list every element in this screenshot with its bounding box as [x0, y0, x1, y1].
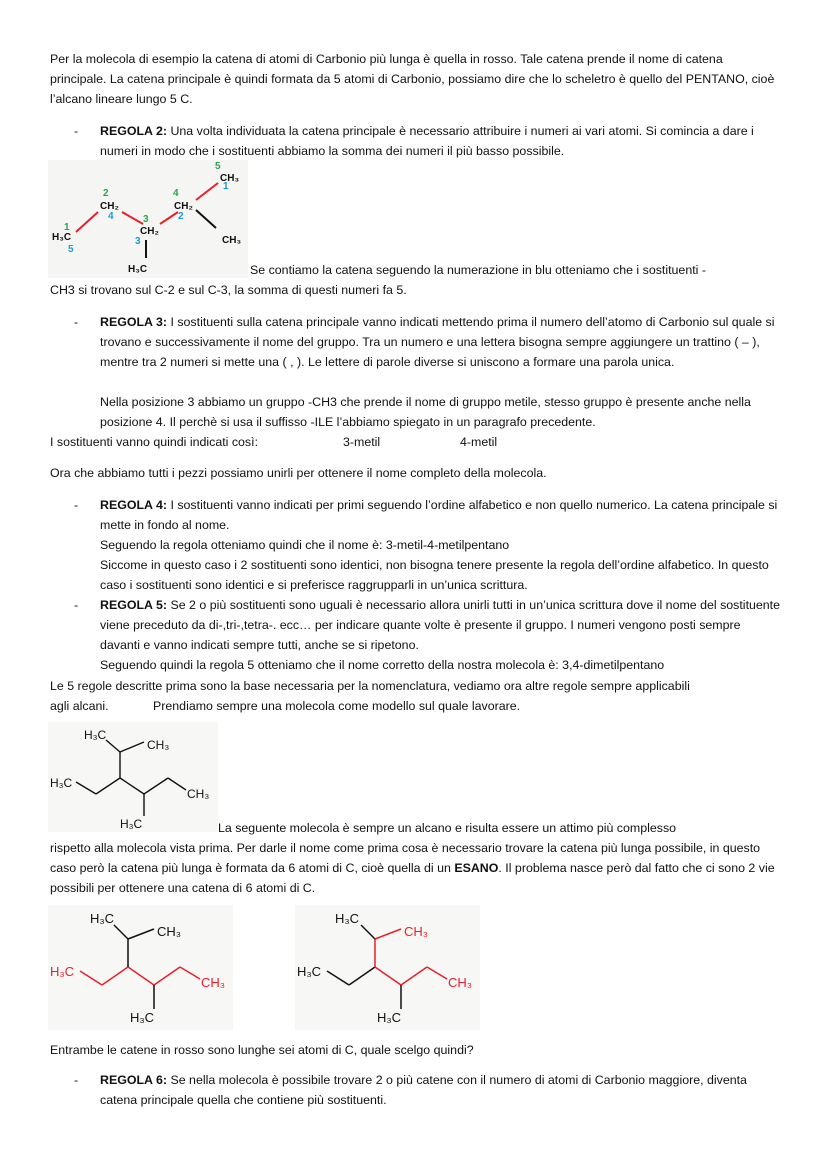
mol2-h3c-bottom: H₃C [120, 817, 143, 831]
mol1-blue-num: 2 [178, 211, 184, 222]
mol1-blue-num: 1 [223, 181, 229, 192]
rule-6-title: REGOLA 6: [100, 1073, 168, 1087]
mol2-h3c-left: H₃C [50, 776, 73, 790]
mol4-ch3-right: CH₃ [448, 975, 473, 990]
bullet-dash: - [74, 598, 79, 612]
rules-paragraph-b1: agli alcani. [50, 699, 109, 713]
mol1-ch2-a: CH₂ [100, 201, 119, 212]
rules-paragraph: Le 5 regole descritte prima sono la base necessaria per la nomenclatura, vediamo ora altre regole sempre applicabili [50, 679, 690, 693]
mol4-ch3-top: CH₃ [404, 924, 429, 939]
rule-4 [100, 495, 780, 535]
mol1-ch2-c: CH₂ [174, 201, 193, 212]
molecule-4-diagram [295, 905, 480, 1030]
after-molecule-1-text: Se contiamo la catena seguendo la numerazione in blu otteniamo che i sostituenti - [250, 263, 706, 277]
rule-5-text-2: Seguendo quindi la regola 5 otteniamo che il nome corretto della nostra molecola è: 3,4-dimetilpentano [100, 658, 665, 672]
rules-paragraph-b [50, 696, 780, 716]
mol1-green-num: 5 [215, 161, 221, 172]
mol1-ch2-b: CH₂ [140, 226, 159, 237]
rule-3-text: I sostituenti sulla catena principale vanno indicati mettendo prima il numero dell’atomo di Carbonio sul quale si trovano e successivamente il nome del gruppo. Tra un numero e una lettera bisogna sempre aggiungere un trattino ( – ), mentre tra 2 numeri si mette una ( , ). Le lettere di parole diverse si uniscono a formare una parola unica. [100, 315, 775, 369]
substituents-label: I sostituenti vanno quindi indicati così: [50, 435, 259, 449]
molecule-2-paragraph-end: . Il problema nasce però dal fatto che ci sono 2 vie possibili per ottenere una catena di 6 atomi di C. [50, 861, 775, 895]
mol3-ch3-top: CH₃ [157, 924, 182, 939]
rule-2-title: REGOLA 2: [100, 124, 168, 138]
molecule-1-diagram [48, 160, 248, 278]
rule-3-text-2: Nella posizione 3 abbiamo un gruppo -CH3 che prende il nome di gruppo metile, stesso gruppo è presente anche nella posizione 4. Il perchè si usa il suffisso -ILE l’abbiamo spiegato in un paragrafo precedente. [100, 395, 751, 429]
mol4-h3c-left: H₃C [297, 964, 322, 979]
after-molecule-2-text: La seguente molecola è sempre un alcano e risulta essere un attimo più complesso [218, 821, 677, 835]
rule-4-title: REGOLA 4: [100, 498, 168, 512]
rule-3 [100, 312, 780, 372]
bullet-dash: - [74, 124, 79, 138]
mol1-blue-num: 5 [68, 244, 74, 255]
rule-4-text-2: Seguendo la regola otteniamo quindi che il nome è: 3-metil-4-metilpentano [100, 538, 510, 552]
rule-5-text: Se 2 o più sostituenti sono uguali è necessario allora unirli tutti in un’unica scrittura dove il nome del sostituente viene preceduto da di-,tri-,tetra-. ecc… per indicare quante volte è presente il gruppo. I numeri vengono posti sempre davanti e vanno indicati sempre tutti, anche se si ripetono. [100, 598, 781, 652]
mol1-green-num: 2 [103, 188, 109, 199]
rule-6-text: Se nella molecola è possibile trovare 2 o più catene con il numero di atomi di Carbonio maggiore, diventa catena principale quella che contiene più sostituenti. [100, 1073, 747, 1107]
mol4-h3c-top: H₃C [335, 911, 360, 926]
mol3-h3c-top: H₃C [90, 911, 115, 926]
mol1-h3c-bottom: H₃C [128, 264, 148, 275]
mol3-h3c-left: H₃C [50, 964, 75, 979]
both-chains-paragraph: Entrambe le catene in rosso sono lunghe sei atomi di C, quale scelgo quindi? [50, 1043, 474, 1057]
substituent-4-metil: 4-metil [460, 435, 498, 449]
rule-5-title: REGOLA 5: [100, 598, 168, 612]
rule-4-text-3: Siccome in questo caso i 2 sostituenti sono identici, non bisogna tenere presente la regola dell’ordine alfabetico. In questo caso i sostituenti sono identici e si preferisce raggrupparli in un’unica scrittura. [100, 558, 769, 592]
mol1-green-num: 4 [173, 188, 179, 199]
substituents-line [50, 432, 780, 452]
now-paragraph: Ora che abbiamo tutti i pezzi possiamo unirli per ottenere il nome completo della molecola. [50, 466, 547, 480]
molecule-2-paragraph [50, 838, 780, 898]
mol2-ch3-right: CH₃ [187, 787, 210, 801]
rule-2 [100, 121, 780, 161]
substituent-3-metil: 3-metil [343, 435, 381, 449]
mol1-h3c-left: H₃C [52, 232, 72, 243]
mol3-ch3-right: CH₃ [201, 975, 226, 990]
molecule-2-diagram [48, 722, 218, 832]
rules-paragraph-b2: Prendiamo sempre una molecola come modello sul quale lavorare. [153, 699, 521, 713]
esano-bold: ESANO [454, 861, 499, 875]
mol1-ch3-right: CH₃ [222, 235, 242, 246]
molecule-3-diagram [48, 905, 233, 1030]
rule-4-text: I sostituenti vanno indicati per primi seguendo l’ordine alfabetico e non quello numerico. La catena principale si mette in fondo al nome. [100, 498, 778, 532]
mol1-blue-num: 4 [108, 211, 114, 222]
intro-paragraph: Per la molecola di esempio la catena di atomi di Carbonio più lunga è quella in rosso. Tale catena prende il nome di catena principale. La catena principale è quindi formata da 5 atomi di Carbonio, possiamo dire che lo scheletro è quello del PENTANO, cioè l’alcano lineare lungo 5 C. [50, 52, 775, 106]
bullet-dash: - [74, 315, 79, 329]
rule-5 [100, 595, 780, 655]
mol4-h3c-bottom: H₃C [377, 1010, 402, 1025]
mol1-ch3-top: CH₃ [220, 173, 240, 184]
mol2-ch3-top: CH₃ [147, 738, 170, 752]
mol3-h3c-bottom: H₃C [130, 1010, 155, 1025]
rule-2-text: Una volta individuata la catena principale è necessario attribuire i numeri ai vari atomi. Si comincia a dare i numeri in modo che i sostituenti abbiamo la somma dei numeri il più basso possibile. [100, 124, 754, 158]
bullet-dash: - [74, 1073, 79, 1087]
mol1-green-num: 1 [64, 222, 70, 233]
bullet-dash: - [74, 498, 79, 512]
mol1-green-num: 3 [143, 214, 149, 225]
after-molecule-1-text-b: CH3 si trovano sul C-2 e sul C-3, la somma di questi numeri fa 5. [50, 283, 407, 297]
molecule-2-paragraph-text: rispetto alla molecola vista prima. Per darle il nome come prima cosa è necessario trovare la catena più lunga possibile, in questo caso però la catena più lunga è formata da 6 atomi di C, cioè quella di un [50, 841, 761, 875]
rule-6 [100, 1070, 780, 1110]
rule-3-title: REGOLA 3: [100, 315, 168, 329]
mol1-blue-num: 3 [135, 236, 141, 247]
mol2-h3c-top: H₃C [84, 728, 107, 742]
